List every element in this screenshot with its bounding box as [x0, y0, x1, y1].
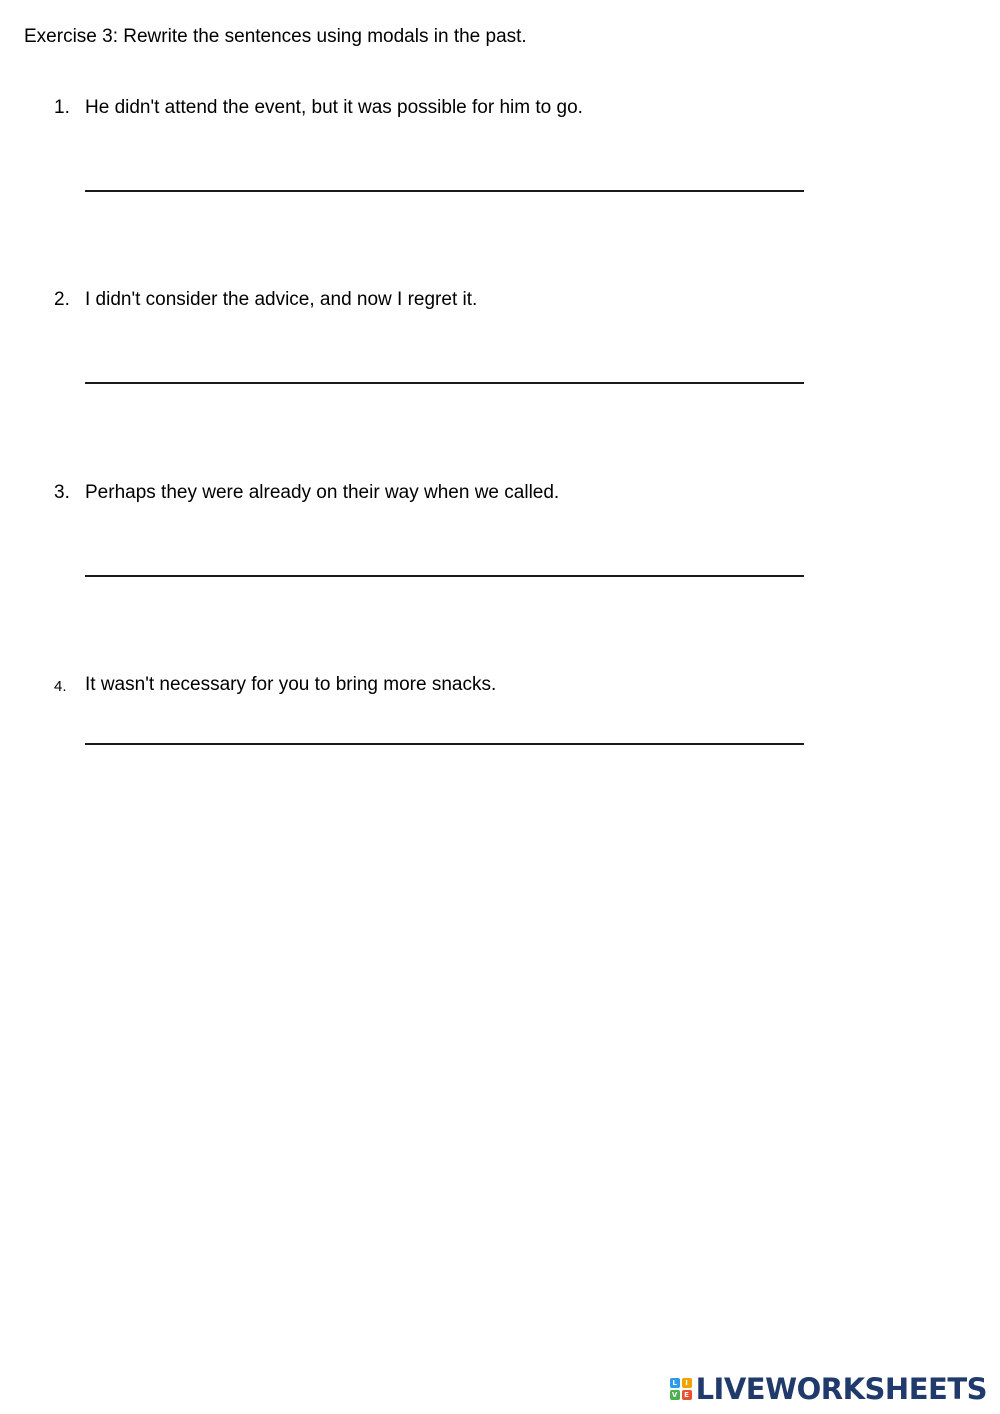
logo-mark-cell: V [670, 1390, 680, 1400]
question-text: It wasn't necessary for you to bring more snacks. [85, 674, 497, 695]
logo-mark-cell: I [682, 1378, 692, 1388]
question-number: 1. [54, 97, 70, 118]
answer-input-1[interactable] [85, 172, 804, 192]
answer-input-2[interactable] [85, 364, 804, 384]
answer-input-3[interactable] [85, 557, 804, 577]
logo-text: LIVEWORKSHEETS [695, 1372, 987, 1406]
question-3 [54, 481, 814, 505]
question-number: 2. [54, 289, 70, 310]
logo-mark-cell: E [682, 1390, 692, 1400]
logo-mark-icon [670, 1378, 692, 1400]
question-number: 4. [54, 678, 67, 695]
question-text: Perhaps they were already on their way when we called. [85, 482, 560, 503]
question-1 [54, 96, 814, 120]
logo-mark-cell: L [670, 1378, 680, 1388]
question-text: He didn't attend the event, but it was possible for him to go. [85, 97, 583, 118]
worksheet-title: Exercise 3: Rewrite the sentences using modals in the past. [24, 26, 527, 47]
liveworksheets-logo [670, 1374, 987, 1404]
question-4 [54, 673, 814, 697]
question-number: 3. [54, 482, 70, 503]
question-text: I didn't consider the advice, and now I regret it. [85, 289, 478, 310]
question-2 [54, 288, 814, 312]
answer-input-4[interactable] [85, 725, 804, 745]
